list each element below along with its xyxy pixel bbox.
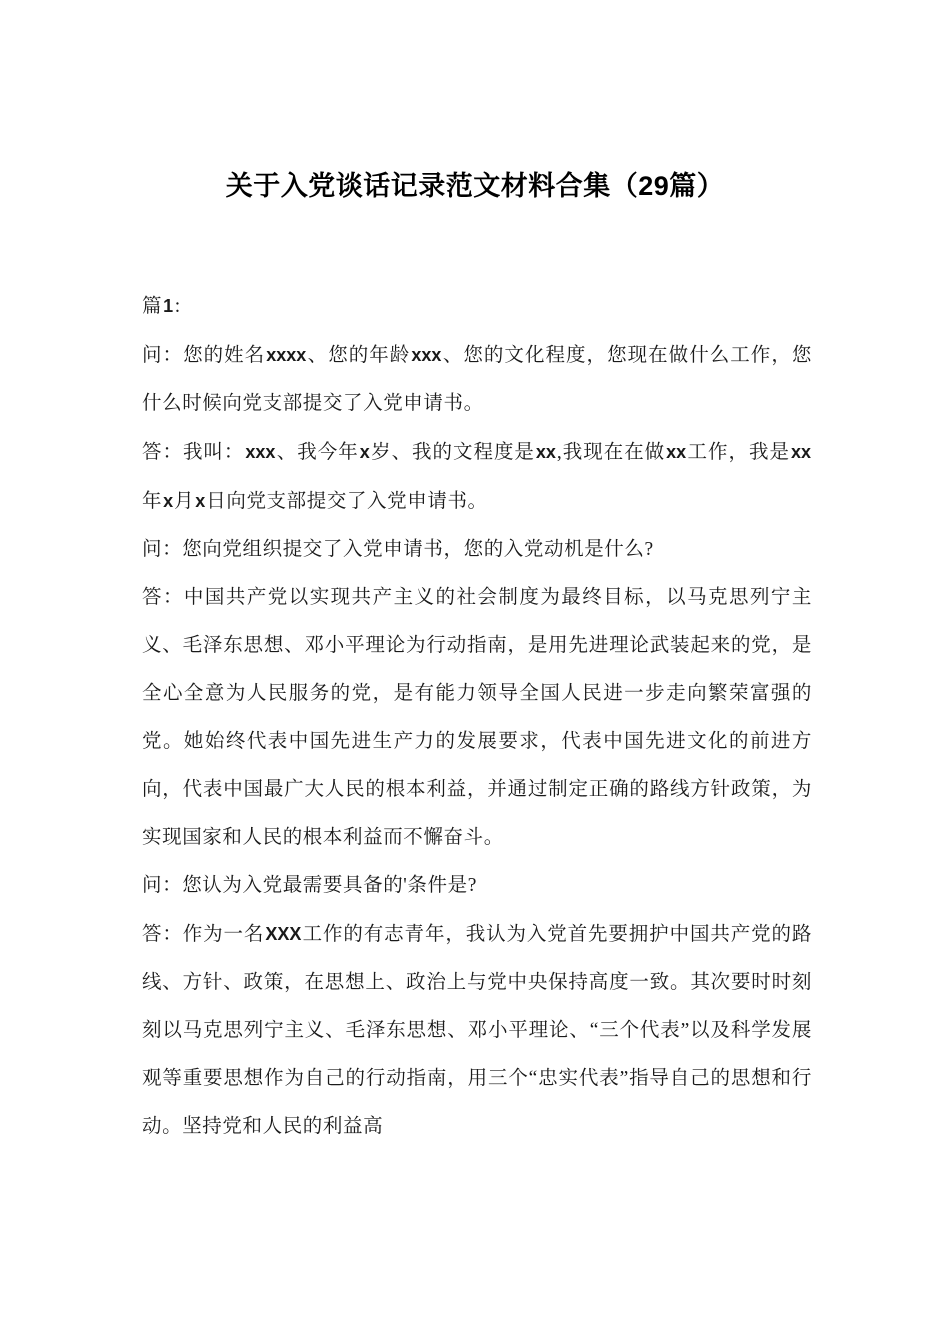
text-run: 答：中国共产党以实现共产主义的社会制度为最终目标，以马克思列宁主义、毛泽东思想、邓小平理论为行动指南，是用先进理论武装起来的党，是全心全意为人民服务的党，是有能力领导全国人民进一步走向繁荣富强的党。她始终代表中国先进生产力的发展要求，代表中国先进文化的前进方向，代表中国最广大人民的根本利益，并通过制定正确的路线方针政策，为实现国家和人民的根本利益而不懈奋斗。 bbox=[142, 587, 812, 848]
text-run: ,我现在在做 bbox=[556, 442, 666, 463]
section-label-number: 1 bbox=[163, 296, 174, 316]
paragraph-answer bbox=[142, 910, 812, 1151]
paragraph-answer bbox=[142, 428, 812, 526]
placeholder-token: XXX bbox=[265, 924, 302, 944]
paragraph-answer bbox=[142, 574, 812, 862]
section-label bbox=[142, 282, 812, 331]
text-run: 岁、我的文程度是 bbox=[370, 442, 535, 463]
text-run: 问：您向党组织提交了入党申请书，您的入党动机是什么? bbox=[142, 539, 654, 560]
text-run: 答：作为一名 bbox=[142, 924, 265, 945]
document-body bbox=[142, 282, 812, 1151]
section-label-suffix: : bbox=[174, 296, 181, 317]
text-run: 答：我叫： bbox=[142, 442, 245, 463]
placeholder-token: xx bbox=[535, 442, 556, 462]
text-run: 工作，我是 bbox=[687, 442, 790, 463]
text-run: 日向党支部提交了入党申请书。 bbox=[206, 491, 488, 512]
paragraph-question bbox=[142, 331, 812, 428]
placeholder-token: xx bbox=[790, 442, 811, 462]
paragraph-question bbox=[142, 862, 812, 910]
text-run: 月 bbox=[174, 491, 195, 512]
placeholder-token: xxx bbox=[245, 442, 276, 462]
placeholder-token: xxx bbox=[411, 345, 442, 365]
placeholder-token: x bbox=[163, 491, 174, 511]
text-run: 问：您认为入党最需要具备的'条件是? bbox=[142, 875, 477, 896]
placeholder-token: x bbox=[359, 442, 370, 462]
text-run: 问：您的姓名 bbox=[142, 345, 266, 366]
text-run: 、我今年 bbox=[276, 442, 359, 463]
page-title: 关于入党谈话记录范文材料合集（29篇） bbox=[225, 171, 725, 202]
text-run: 、您的文化程度，您现在做什么工作，您什么时候向党支部提交了入党申请书。 bbox=[142, 345, 812, 414]
placeholder-token: xxxx bbox=[266, 345, 307, 365]
text-run: 工作的有志青年，我认为入党首先要拥护中国共产党的路线、方针、政策，在思想上、政治上与党中央保持高度一致。其次要时时刻刻以马克思列宁主义、毛泽东思想、邓小平理论、“三个代表”以及科学发展观等重要思想作为自己的行动指南，用三个“忠实代表”指导自己的思想和行动。坚持党和人民的利益高 bbox=[142, 924, 812, 1137]
placeholder-token: xx bbox=[666, 442, 687, 462]
paragraph-list bbox=[142, 331, 812, 1151]
paragraph-question bbox=[142, 526, 812, 574]
section-label-prefix: 篇 bbox=[142, 296, 163, 317]
text-run: 、您的年龄 bbox=[307, 345, 411, 366]
placeholder-token: x bbox=[195, 491, 206, 511]
text-run: 年 bbox=[142, 491, 163, 512]
